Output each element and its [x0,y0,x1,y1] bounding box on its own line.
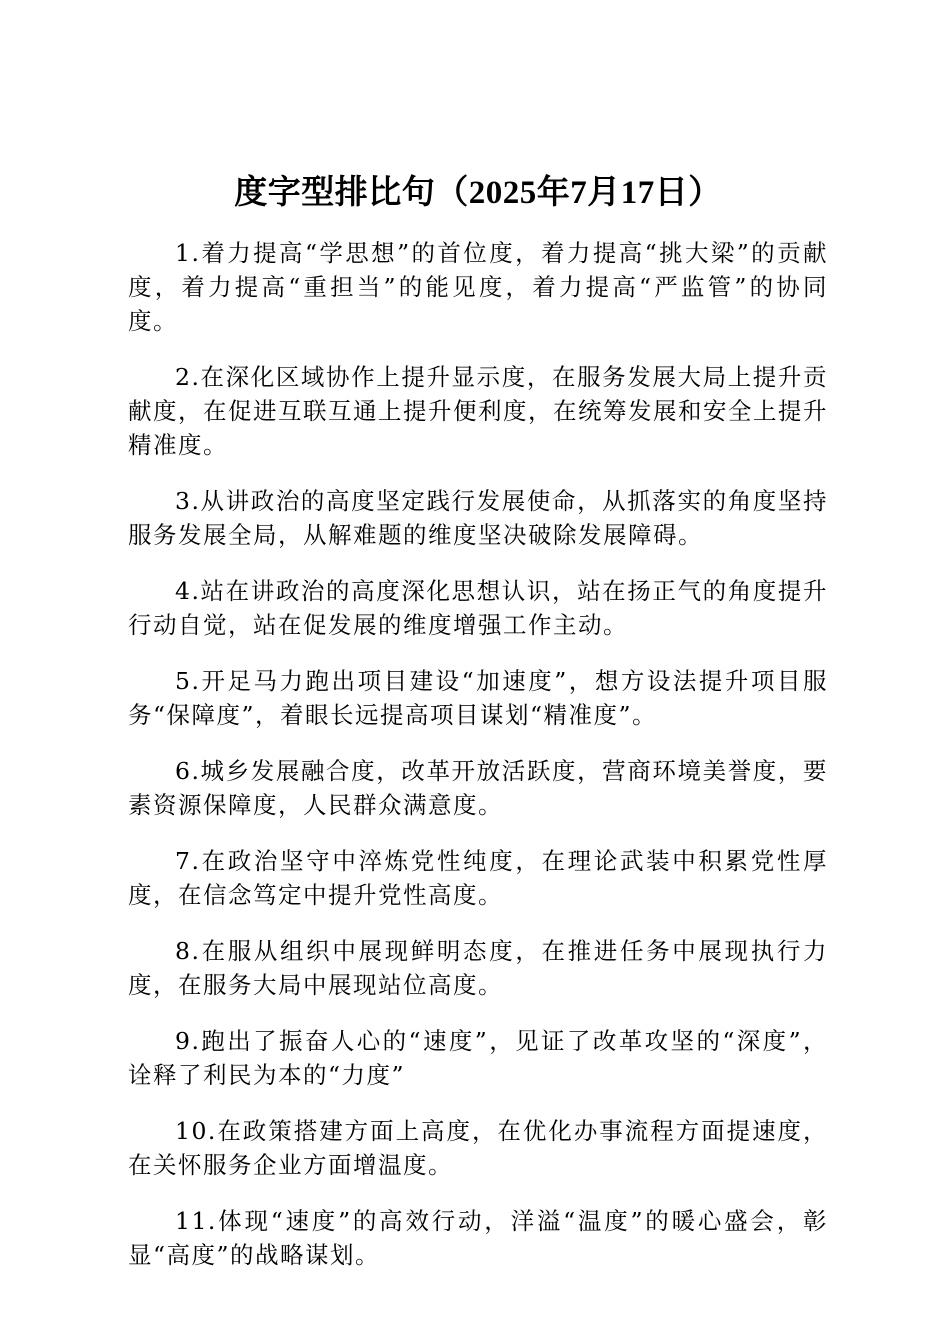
paragraph-6: 6.城乡发展融合度，改革开放活跃度，营商环境美誉度，要素资源保障度，人民群众满意度。 [128,757,828,819]
paragraph-9: 9.跑出了振奋人心的“速度”，见证了改革攻坚的“深度”，诠释了利民为本的“力度” [128,1027,828,1089]
paragraph-4: 4.站在讲政治的高度深化思想认识，站在扬正气的角度提升行动自觉，站在促发展的维度增强工作主动。 [128,577,828,639]
paragraph-1: 1.着力提高“学思想”的首位度，着力提高“挑大梁”的贡献度，着力提高“重担当”的能见度，着力提高“严监管”的协同度。 [128,239,828,335]
paragraph-8: 8.在服从组织中展现鲜明态度，在推进任务中展现执行力度，在服务大局中展现站位高度。 [128,937,828,999]
title-close: ） [688,172,722,211]
paragraph-5: 5.开足马力跑出项目建设“加速度”，想方设法提升项目服务“保障度”，着眼长远提高项目谋划“精准度”。 [128,667,828,729]
paragraph-3: 3.从讲政治的高度坚定践行发展使命，从抓落实的角度坚持服务发展全局，从解难题的维度坚决破除发展障碍。 [128,487,828,549]
paragraph-11: 11.体现“速度”的高效行动，洋溢“温度”的暖心盛会，彰显“高度”的战略谋划。 [128,1207,828,1269]
title-text: 度字型排比句（ [234,172,469,211]
paragraph-2: 2.在深化区域协作上提升显示度，在服务发展大局上提升贡献度，在促进互联互通上提升便利度，在统筹发展和安全上提升精准度。 [128,363,828,459]
document-page [128,168,828,1294]
paragraph-10: 10.在政策搭建方面上高度，在优化办事流程方面提速度，在关怀服务企业方面增温度。 [128,1117,828,1179]
title-date: 2025年7月17日 [468,175,689,211]
paragraph-7: 7.在政治坚守中淬炼党性纯度，在理论武装中积累党性厚度，在信念笃定中提升党性高度。 [128,847,828,909]
document-title [128,168,828,217]
